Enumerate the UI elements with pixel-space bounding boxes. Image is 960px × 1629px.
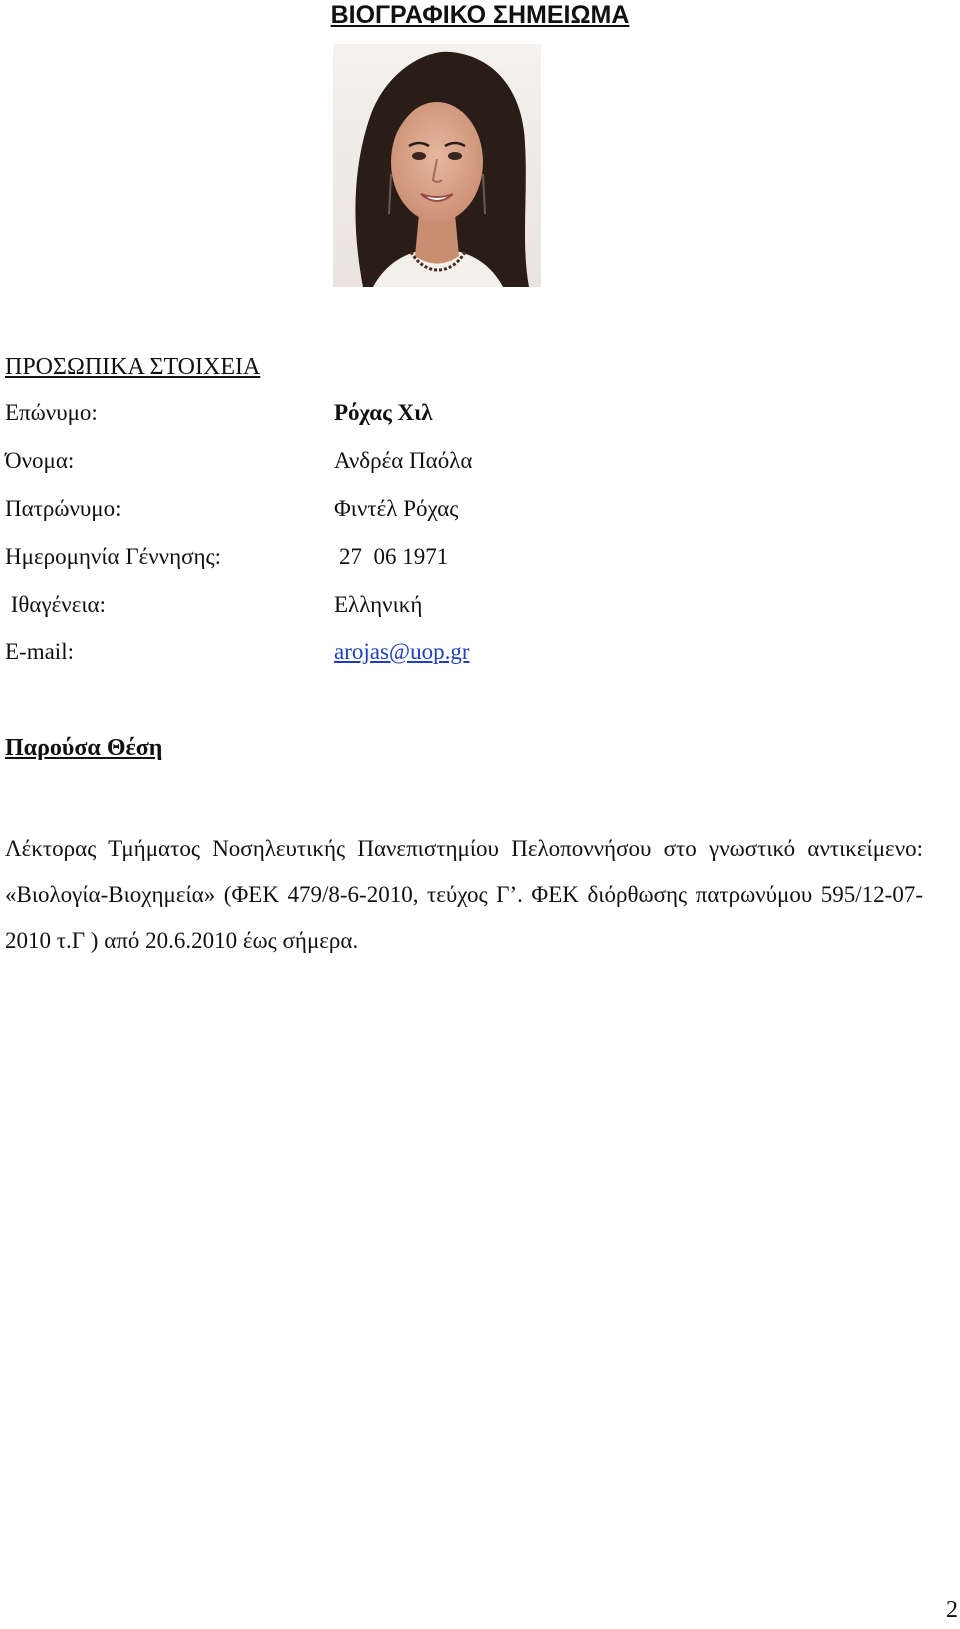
field-row-fathers-name [0,494,960,524]
page-number: 2 [946,1597,958,1623]
field-row-email [0,637,960,667]
field-label: Όνομα: [5,448,75,473]
current-position-text: Λέκτορας Τμήματος Νοσηλευτικής Πανεπιστημίου Πελοποννήσου στο γνωστικό αντικείμενο: «Βιολογία-Βιοχημεία» (ΦΕΚ 479/8-6-2010, τεύχος Γ’. ΦΕΚ διόρθωσης πατρωνύμου 595/12-07-2010 τ.Γ ) από 20.6.2010 έως σήμερα. [5,836,923,953]
field-label: E-mail: [5,639,74,664]
field-value: Ελληνική [334,592,423,617]
personal-info-heading: ΠΡΟΣΩΠΙΚΑ ΣΤΟΙΧΕΙΑ [5,354,261,380]
field-row-birth-date [0,542,960,572]
field-label: Ημερομηνία Γέννησης: [5,544,222,569]
field-label: Πατρώνυμο: [5,496,122,521]
current-position-heading: Παρούσα Θέση [5,735,163,761]
field-value: Φιντέλ Ρόχας [334,496,459,521]
field-label: Ιθαγένεια: [5,592,106,617]
field-value: 27 06 1971 [339,544,449,569]
field-row-nationality [0,590,960,620]
email-link[interactable]: arojas@uop.gr [334,639,470,664]
page-title: ΒΙΟΓΡΑΦΙΚΟ ΣΗΜΕΙΩΜΑ [330,1,630,29]
field-row-first-name [0,446,960,476]
field-value: Ρόχας Χιλ [334,400,433,425]
portrait-photo [333,44,541,287]
field-value: Ανδρέα Παόλα [334,448,473,473]
field-label: Επώνυμο: [5,400,98,425]
field-row-surname [0,398,960,428]
